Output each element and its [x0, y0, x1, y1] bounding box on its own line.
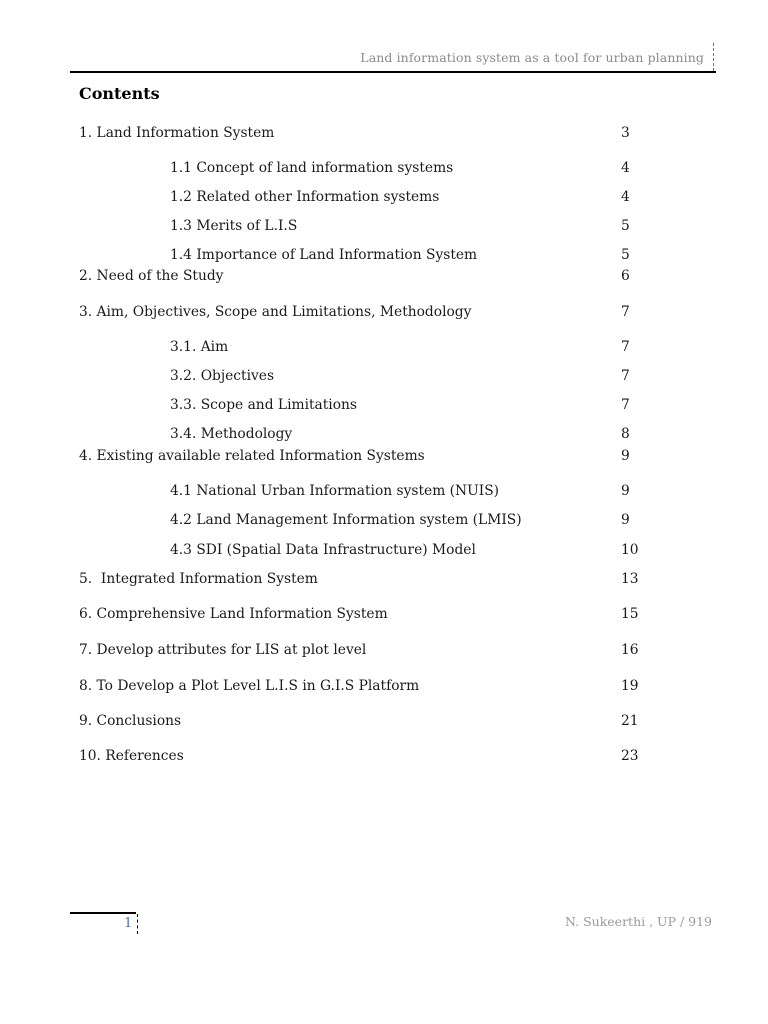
toc-entry-label: 3. Aim, Objectives, Scope and Limitations, Methodology: [79, 304, 472, 320]
toc-entry-label: 9. Conclusions: [79, 713, 182, 729]
footer-author: N. Sukeerthi , UP / 919: [565, 914, 712, 929]
toc-entry-4[interactable]: [0, 446, 768, 466]
toc-entry-page: 10: [621, 542, 639, 558]
running-title: Land information system as a tool for urban planning: [360, 50, 704, 65]
toc-entry-3[interactable]: [0, 302, 768, 322]
page-header: [70, 40, 714, 74]
toc-entry-label: 5. Integrated Information System: [79, 571, 318, 587]
toc-entry-5[interactable]: [0, 569, 768, 589]
contents-title: Contents: [79, 84, 160, 103]
toc-entry-label: 3.1. Aim: [170, 339, 229, 355]
toc-entry-page: 3: [621, 125, 630, 141]
page-footer: [70, 910, 720, 936]
toc-entry-label: 3.2. Objectives: [170, 368, 275, 384]
toc-entry-label: 1.1 Concept of land information systems: [170, 160, 454, 176]
toc-entry-page: 15: [621, 606, 639, 622]
footer-rule: [70, 912, 136, 914]
toc-entry-label: 1. Land Information System: [79, 125, 275, 141]
toc-entry-page: 7: [621, 368, 630, 384]
toc-entry-10[interactable]: [0, 746, 768, 766]
toc-entry-page: 6: [621, 268, 630, 284]
toc-entry-1-2[interactable]: [0, 187, 768, 207]
toc-entry-3-2[interactable]: [0, 366, 768, 386]
toc-entry-1-1[interactable]: [0, 158, 768, 178]
toc-entry-label: 4.3 SDI (Spatial Data Infrastructure) Model: [170, 542, 476, 558]
toc-entry-3-4[interactable]: [0, 424, 768, 444]
toc-entry-4-2[interactable]: [0, 510, 768, 530]
toc-entry-label: 7. Develop attributes for LIS at plot level: [79, 642, 367, 658]
toc-entry-page: 5: [621, 218, 630, 234]
toc-entry-label: 3.4. Methodology: [170, 426, 293, 442]
toc-entry-page: 13: [621, 571, 639, 587]
toc-entry-page: 9: [621, 448, 630, 464]
toc-entry-page: 23: [621, 748, 639, 764]
toc-entry-page: 7: [621, 304, 630, 320]
toc-entry-1-3[interactable]: [0, 216, 768, 236]
toc-entry-page: 8: [621, 426, 630, 442]
toc-entry-1[interactable]: [0, 123, 768, 143]
toc-entry-3-3[interactable]: [0, 395, 768, 415]
toc-entry-page: 9: [621, 483, 630, 499]
toc-entry-3-1[interactable]: [0, 337, 768, 357]
toc-entry-7[interactable]: [0, 640, 768, 660]
toc-entry-page: 16: [621, 642, 639, 658]
toc-entry-page: 5: [621, 247, 630, 263]
toc-entry-label: 4.2 Land Management Information system (LMIS): [170, 512, 522, 528]
footer-divider: [137, 914, 138, 934]
toc-entry-label: 4. Existing available related Information Systems: [79, 448, 425, 464]
toc-entry-label: 1.3 Merits of L.I.S: [170, 218, 298, 234]
toc-entry-label: 8. To Develop a Plot Level L.I.S in G.I.S Platform: [79, 678, 420, 694]
toc-entry-label: 1.4 Importance of Land Information System: [170, 247, 478, 263]
toc-entry-4-3[interactable]: [0, 540, 768, 560]
toc-entry-page: 4: [621, 189, 630, 205]
toc-entry-4-1[interactable]: [0, 481, 768, 501]
toc-entry-label: 1.2 Related other Information systems: [170, 189, 440, 205]
toc-entry-page: 21: [621, 713, 639, 729]
toc-entry-1-4[interactable]: [0, 245, 768, 265]
toc-entry-page: 19: [621, 678, 639, 694]
header-rule: [70, 71, 716, 73]
toc-entry-page: 9: [621, 512, 630, 528]
toc-entry-6[interactable]: [0, 604, 768, 624]
toc-entry-label: 10. References: [79, 748, 184, 764]
toc-entry-9[interactable]: [0, 711, 768, 731]
toc-entry-page: 4: [621, 160, 630, 176]
header-divider: [713, 43, 714, 71]
toc-entry-page: 7: [621, 339, 630, 355]
toc-entry-label: 6. Comprehensive Land Information System: [79, 606, 388, 622]
toc-entry-label: 2. Need of the Study: [79, 268, 224, 284]
toc-entry-label: 3.3. Scope and Limitations: [170, 397, 357, 413]
page-number: 1: [124, 916, 133, 931]
toc-entry-page: 7: [621, 397, 630, 413]
toc-entry-8[interactable]: [0, 676, 768, 696]
toc-entry-2[interactable]: [0, 266, 768, 286]
toc-entry-label: 4.1 National Urban Information system (NUIS): [170, 483, 500, 499]
